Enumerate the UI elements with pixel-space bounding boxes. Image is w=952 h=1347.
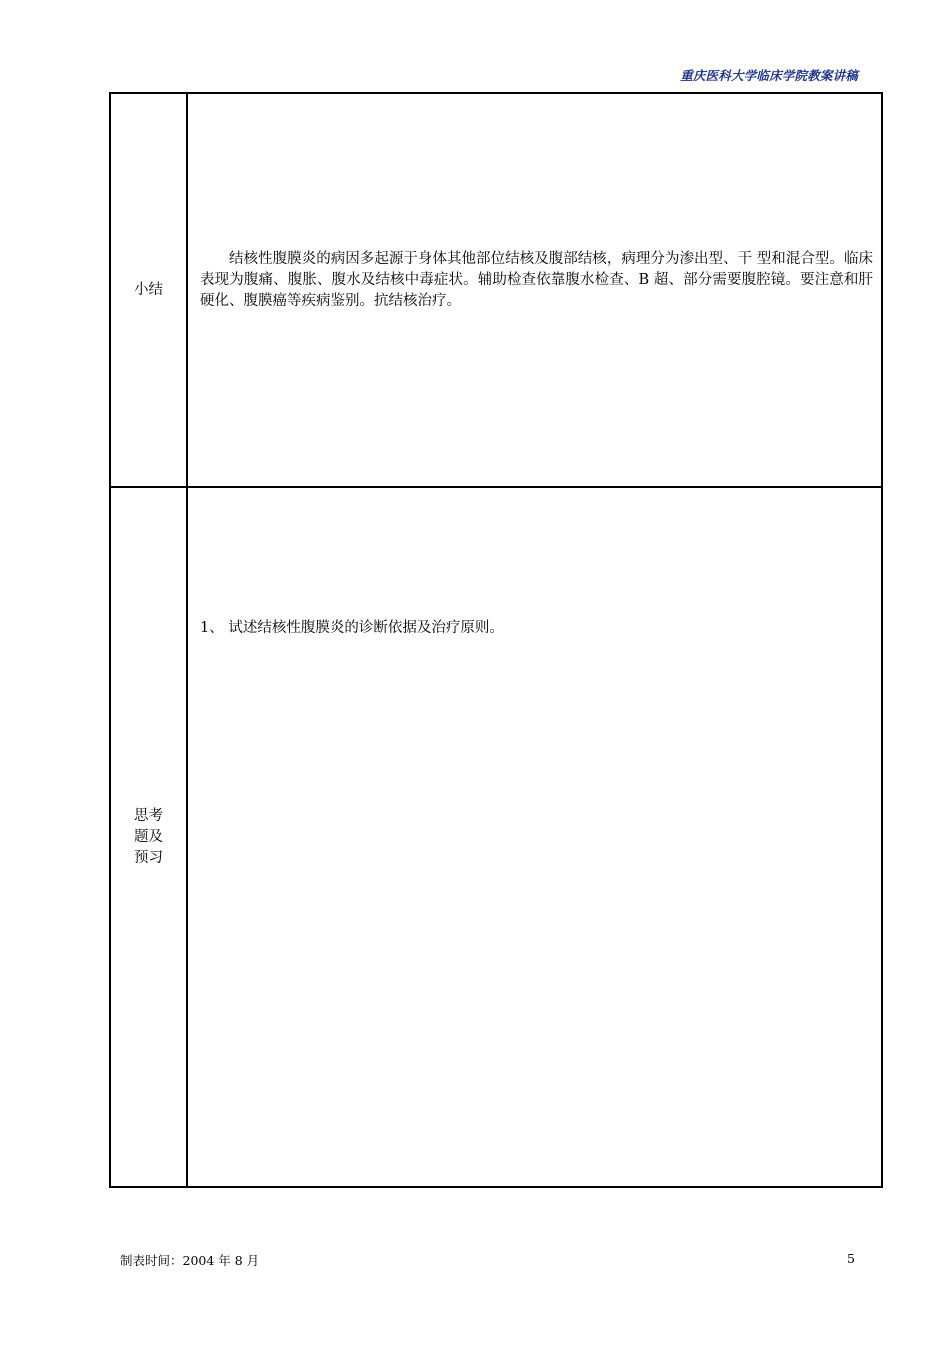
summary-content-cell [188,94,881,486]
question-item: 1、 试述结核性腹膜炎的诊断依据及治疗原则。 [200,620,504,636]
summary-label: 小结 [134,281,163,298]
document-header-title: 重庆医科大学临床学院教案讲稿 [680,68,858,83]
questions-label-line: 思考 [134,807,163,824]
summary-label-cell [111,94,188,486]
questions-label [134,806,163,869]
questions-label-line: 题及 [134,828,163,845]
questions-content-cell [188,488,881,1186]
page-number: 5 [847,1251,855,1266]
questions-label-line: 预习 [134,849,163,866]
questions-label-cell [111,488,188,1186]
questions-row [111,488,881,1186]
summary-row [111,94,881,488]
summary-text: 结核性腹膜炎的病因多起源于身体其他部位结核及腹部结核，病理分为渗出型、干 型和混合型。临床表现为腹痛、腹胀、腹水及结核中毒症状。辅助检查依靠腹水检查、B 超、部分需要腹腔镜。要注意和肝硬化、腹膜癌等疾病鉴别。抗结核治疗。 [200,251,873,309]
footer-date: 制表时间：2004 年 8 月 [120,1253,260,1268]
lesson-plan-table [109,92,883,1188]
